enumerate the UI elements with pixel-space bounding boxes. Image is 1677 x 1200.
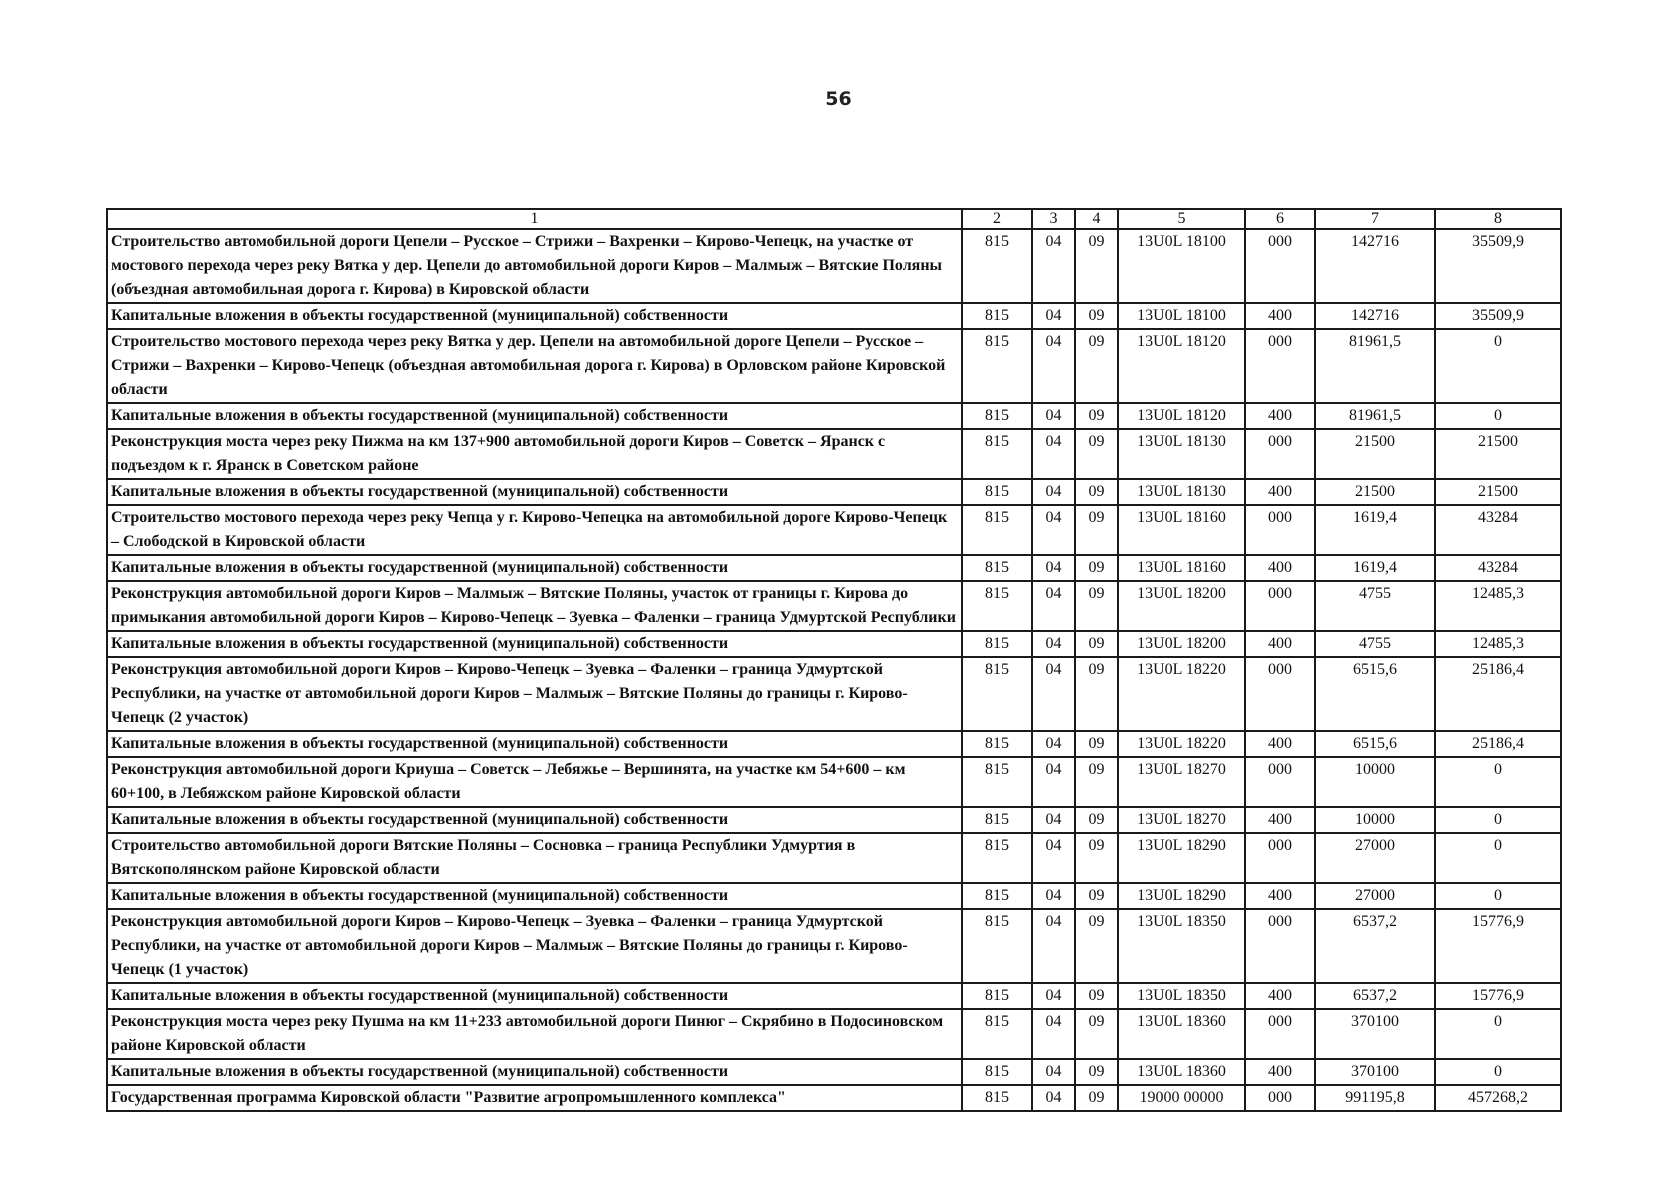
cell-target-article-code: 13U0L 18160 (1118, 505, 1245, 555)
cell-expense-type-code: 000 (1245, 1085, 1315, 1111)
cell-amount-col-8: 0 (1435, 807, 1561, 833)
cell-item-name: Капитальные вложения в объекты государственной (муниципальной) собственности (107, 403, 962, 429)
table-row (107, 1059, 1561, 1085)
cell-amount-col-8: 0 (1435, 833, 1561, 883)
cell-subsection-code: 09 (1075, 505, 1118, 555)
cell-expense-type-code: 400 (1245, 479, 1315, 505)
table-row (107, 229, 1561, 303)
cell-section-code: 04 (1032, 807, 1075, 833)
cell-expense-type-code: 000 (1245, 1009, 1315, 1059)
cell-amount-col-7: 6537,2 (1315, 909, 1435, 983)
cell-subsection-code: 09 (1075, 757, 1118, 807)
cell-item-name: Капитальные вложения в объекты государственной (муниципальной) собственности (107, 631, 962, 657)
cell-section-code: 04 (1032, 657, 1075, 731)
cell-section-code: 04 (1032, 1009, 1075, 1059)
header-cell-1: 1 (107, 209, 962, 229)
cell-amount-col-7: 6515,6 (1315, 657, 1435, 731)
table-body (107, 229, 1561, 1111)
cell-section-code: 04 (1032, 403, 1075, 429)
cell-expense-type-code: 400 (1245, 303, 1315, 329)
table-row (107, 303, 1561, 329)
cell-section-code: 04 (1032, 757, 1075, 807)
cell-item-name: Капитальные вложения в объекты государственной (муниципальной) собственности (107, 555, 962, 581)
table-row (107, 833, 1561, 883)
table-row (107, 909, 1561, 983)
cell-target-article-code: 13U0L 18200 (1118, 631, 1245, 657)
cell-subsection-code: 09 (1075, 1085, 1118, 1111)
cell-subsection-code: 09 (1075, 833, 1118, 883)
cell-target-article-code: 13U0L 18130 (1118, 429, 1245, 479)
cell-ministry-code: 815 (962, 1085, 1032, 1111)
cell-subsection-code: 09 (1075, 731, 1118, 757)
cell-ministry-code: 815 (962, 731, 1032, 757)
cell-amount-col-7: 142716 (1315, 229, 1435, 303)
table-row (107, 657, 1561, 731)
cell-amount-col-8: 25186,4 (1435, 731, 1561, 757)
header-cell-3: 3 (1032, 209, 1075, 229)
cell-target-article-code: 13U0L 18120 (1118, 403, 1245, 429)
cell-subsection-code: 09 (1075, 631, 1118, 657)
cell-expense-type-code: 400 (1245, 807, 1315, 833)
table-row (107, 555, 1561, 581)
cell-amount-col-7: 6515,6 (1315, 731, 1435, 757)
header-cell-5: 5 (1118, 209, 1245, 229)
cell-amount-col-7: 10000 (1315, 807, 1435, 833)
cell-amount-col-7: 1619,4 (1315, 505, 1435, 555)
cell-subsection-code: 09 (1075, 807, 1118, 833)
cell-section-code: 04 (1032, 329, 1075, 403)
cell-ministry-code: 815 (962, 403, 1032, 429)
cell-item-name: Капитальные вложения в объекты государственной (муниципальной) собственности (107, 807, 962, 833)
cell-amount-col-8: 457268,2 (1435, 1085, 1561, 1111)
table-row (107, 1009, 1561, 1059)
table-row (107, 631, 1561, 657)
cell-expense-type-code: 400 (1245, 1059, 1315, 1085)
cell-amount-col-8: 25186,4 (1435, 657, 1561, 731)
cell-target-article-code: 13U0L 18200 (1118, 581, 1245, 631)
cell-expense-type-code: 000 (1245, 757, 1315, 807)
cell-amount-col-8: 15776,9 (1435, 983, 1561, 1009)
cell-expense-type-code: 400 (1245, 983, 1315, 1009)
cell-amount-col-7: 370100 (1315, 1009, 1435, 1059)
cell-amount-col-7: 81961,5 (1315, 329, 1435, 403)
cell-amount-col-8: 21500 (1435, 429, 1561, 479)
cell-item-name: Строительство мостового перехода через реку Вятка у дер. Цепели на автомобильной дороге Цепели – Русское – Стрижи – Вахренки – Кирово-Чепецк (объездная автомобильная дорога г. Кирова) в Орловском районе Кировской области (107, 329, 962, 403)
cell-expense-type-code: 000 (1245, 505, 1315, 555)
table-row (107, 1085, 1561, 1111)
cell-amount-col-8: 0 (1435, 403, 1561, 429)
cell-expense-type-code: 400 (1245, 731, 1315, 757)
cell-ministry-code: 815 (962, 807, 1032, 833)
cell-section-code: 04 (1032, 631, 1075, 657)
cell-amount-col-7: 6537,2 (1315, 983, 1435, 1009)
cell-section-code: 04 (1032, 303, 1075, 329)
cell-target-article-code: 13U0L 18360 (1118, 1059, 1245, 1085)
cell-target-article-code: 13U0L 18350 (1118, 909, 1245, 983)
cell-section-code: 04 (1032, 555, 1075, 581)
cell-ministry-code: 815 (962, 1009, 1032, 1059)
cell-target-article-code: 13U0L 18360 (1118, 1009, 1245, 1059)
cell-item-name: Реконструкция автомобильной дороги Криуша – Советск – Лебяжье – Вершинята, на участке км 54+600 – км 60+100, в Лебяжском районе Кировской области (107, 757, 962, 807)
cell-expense-type-code: 000 (1245, 833, 1315, 883)
cell-item-name: Строительство автомобильной дороги Цепели – Русское – Стрижи – Вахренки – Кирово-Чепецк, на участке от мостового перехода через реку Вятка у дер. Цепели до автомобильной дороги Киров – Малмыж – Вятские Поляны (объездная автомобильная дорога г. Кирова) в Кировской области (107, 229, 962, 303)
cell-amount-col-8: 43284 (1435, 555, 1561, 581)
cell-target-article-code: 13U0L 18270 (1118, 757, 1245, 807)
cell-amount-col-8: 35509,9 (1435, 303, 1561, 329)
cell-amount-col-7: 991195,8 (1315, 1085, 1435, 1111)
cell-ministry-code: 815 (962, 555, 1032, 581)
cell-item-name: Строительство мостового перехода через реку Чепца у г. Кирово-Чепецка на автомобильной дороге Кирово-Чепецк – Слободской в Кировской области (107, 505, 962, 555)
cell-subsection-code: 09 (1075, 479, 1118, 505)
page-number: 56 (825, 88, 852, 110)
cell-ministry-code: 815 (962, 909, 1032, 983)
cell-target-article-code: 13U0L 18350 (1118, 983, 1245, 1009)
header-cell-8: 8 (1435, 209, 1561, 229)
cell-section-code: 04 (1032, 983, 1075, 1009)
cell-section-code: 04 (1032, 479, 1075, 505)
cell-amount-col-7: 1619,4 (1315, 555, 1435, 581)
cell-amount-col-8: 12485,3 (1435, 581, 1561, 631)
cell-expense-type-code: 400 (1245, 883, 1315, 909)
cell-target-article-code: 13U0L 18270 (1118, 807, 1245, 833)
cell-amount-col-8: 43284 (1435, 505, 1561, 555)
cell-ministry-code: 815 (962, 329, 1032, 403)
table-row (107, 505, 1561, 555)
cell-expense-type-code: 000 (1245, 909, 1315, 983)
cell-amount-col-7: 4755 (1315, 581, 1435, 631)
cell-ministry-code: 815 (962, 657, 1032, 731)
cell-target-article-code: 13U0L 18120 (1118, 329, 1245, 403)
cell-subsection-code: 09 (1075, 555, 1118, 581)
cell-subsection-code: 09 (1075, 429, 1118, 479)
cell-subsection-code: 09 (1075, 909, 1118, 983)
table-row (107, 403, 1561, 429)
cell-ministry-code: 815 (962, 883, 1032, 909)
cell-expense-type-code: 400 (1245, 555, 1315, 581)
cell-subsection-code: 09 (1075, 303, 1118, 329)
cell-section-code: 04 (1032, 909, 1075, 983)
cell-amount-col-8: 0 (1435, 883, 1561, 909)
cell-item-name: Реконструкция автомобильной дороги Киров – Кирово-Чепецк – Зуевка – Фаленки – граница Удмуртской Республики, на участке от автомобильной дороги Киров – Малмыж – Вятские Поляны до границы г. Кирово-Чепецк (1 участок) (107, 909, 962, 983)
table-row (107, 479, 1561, 505)
cell-item-name: Капитальные вложения в объекты государственной (муниципальной) собственности (107, 883, 962, 909)
cell-section-code: 04 (1032, 833, 1075, 883)
cell-subsection-code: 09 (1075, 1009, 1118, 1059)
header-cell-4: 4 (1075, 209, 1118, 229)
cell-target-article-code: 13U0L 18100 (1118, 303, 1245, 329)
cell-expense-type-code: 000 (1245, 229, 1315, 303)
cell-item-name: Капитальные вложения в объекты государственной (муниципальной) собственности (107, 983, 962, 1009)
cell-item-name: Капитальные вложения в объекты государственной (муниципальной) собственности (107, 303, 962, 329)
cell-amount-col-7: 142716 (1315, 303, 1435, 329)
cell-amount-col-8: 35509,9 (1435, 229, 1561, 303)
cell-item-name: Государственная программа Кировской области "Развитие агропромышленного комплекса" (107, 1085, 962, 1111)
cell-target-article-code: 19000 00000 (1118, 1085, 1245, 1111)
cell-item-name: Реконструкция моста через реку Пушма на км 11+233 автомобильной дороги Пинюг – Скрябино в Подосиновском районе Кировской области (107, 1009, 962, 1059)
cell-target-article-code: 13U0L 18220 (1118, 731, 1245, 757)
cell-ministry-code: 815 (962, 303, 1032, 329)
table-row (107, 329, 1561, 403)
cell-subsection-code: 09 (1075, 657, 1118, 731)
cell-ministry-code: 815 (962, 505, 1032, 555)
header-cell-7: 7 (1315, 209, 1435, 229)
cell-amount-col-8: 15776,9 (1435, 909, 1561, 983)
cell-item-name: Реконструкция автомобильной дороги Киров – Кирово-Чепецк – Зуевка – Фаленки – граница Удмуртской Республики, на участке от автомобильной дороги Киров – Малмыж – Вятские Поляны до границы г. Кирово-Чепецк (2 участок) (107, 657, 962, 731)
cell-item-name: Капитальные вложения в объекты государственной (муниципальной) собственности (107, 1059, 962, 1085)
cell-section-code: 04 (1032, 229, 1075, 303)
cell-subsection-code: 09 (1075, 883, 1118, 909)
table-row (107, 883, 1561, 909)
table-row (107, 757, 1561, 807)
cell-amount-col-8: 0 (1435, 329, 1561, 403)
cell-target-article-code: 13U0L 18290 (1118, 833, 1245, 883)
cell-ministry-code: 815 (962, 429, 1032, 479)
cell-amount-col-7: 10000 (1315, 757, 1435, 807)
cell-ministry-code: 815 (962, 479, 1032, 505)
cell-amount-col-7: 370100 (1315, 1059, 1435, 1085)
cell-ministry-code: 815 (962, 833, 1032, 883)
cell-amount-col-8: 21500 (1435, 479, 1561, 505)
cell-ministry-code: 815 (962, 631, 1032, 657)
cell-subsection-code: 09 (1075, 983, 1118, 1009)
cell-amount-col-7: 27000 (1315, 883, 1435, 909)
cell-amount-col-7: 21500 (1315, 479, 1435, 505)
cell-ministry-code: 815 (962, 757, 1032, 807)
cell-ministry-code: 815 (962, 229, 1032, 303)
cell-ministry-code: 815 (962, 1059, 1032, 1085)
cell-section-code: 04 (1032, 1085, 1075, 1111)
header-row (107, 209, 1561, 229)
table-header (107, 209, 1561, 229)
cell-amount-col-7: 27000 (1315, 833, 1435, 883)
cell-target-article-code: 13U0L 18130 (1118, 479, 1245, 505)
cell-amount-col-8: 12485,3 (1435, 631, 1561, 657)
cell-expense-type-code: 000 (1245, 657, 1315, 731)
cell-ministry-code: 815 (962, 581, 1032, 631)
cell-section-code: 04 (1032, 731, 1075, 757)
cell-item-name: Капитальные вложения в объекты государственной (муниципальной) собственности (107, 479, 962, 505)
cell-section-code: 04 (1032, 883, 1075, 909)
table-row (107, 983, 1561, 1009)
cell-item-name: Реконструкция моста через реку Пижма на км 137+900 автомобильной дороги Киров – Советск – Яранск с подъездом к г. Яранск в Советском районе (107, 429, 962, 479)
cell-subsection-code: 09 (1075, 403, 1118, 429)
cell-subsection-code: 09 (1075, 229, 1118, 303)
cell-ministry-code: 815 (962, 983, 1032, 1009)
cell-amount-col-8: 0 (1435, 1009, 1561, 1059)
table-row (107, 581, 1561, 631)
cell-section-code: 04 (1032, 505, 1075, 555)
cell-expense-type-code: 400 (1245, 403, 1315, 429)
cell-amount-col-7: 81961,5 (1315, 403, 1435, 429)
header-cell-2: 2 (962, 209, 1032, 229)
cell-target-article-code: 13U0L 18100 (1118, 229, 1245, 303)
cell-target-article-code: 13U0L 18160 (1118, 555, 1245, 581)
cell-amount-col-8: 0 (1435, 1059, 1561, 1085)
cell-subsection-code: 09 (1075, 329, 1118, 403)
cell-item-name: Строительство автомобильной дороги Вятские Поляны – Сосновка – граница Республики Удмуртия в Вятскополянском районе Кировской области (107, 833, 962, 883)
header-cell-6: 6 (1245, 209, 1315, 229)
cell-subsection-code: 09 (1075, 581, 1118, 631)
table-row (107, 731, 1561, 757)
cell-amount-col-8: 0 (1435, 757, 1561, 807)
cell-target-article-code: 13U0L 18290 (1118, 883, 1245, 909)
cell-expense-type-code: 000 (1245, 329, 1315, 403)
cell-section-code: 04 (1032, 581, 1075, 631)
cell-item-name: Капитальные вложения в объекты государственной (муниципальной) собственности (107, 731, 962, 757)
cell-amount-col-7: 21500 (1315, 429, 1435, 479)
cell-expense-type-code: 000 (1245, 581, 1315, 631)
cell-item-name: Реконструкция автомобильной дороги Киров – Малмыж – Вятские Поляны, участок от границы г. Кирова до примыкания автомобильной дороги Киров – Кирово-Чепецк – Зуевка – Фаленки – граница Удмуртской Республики (107, 581, 962, 631)
budget-table (106, 208, 1562, 1112)
cell-expense-type-code: 000 (1245, 429, 1315, 479)
cell-section-code: 04 (1032, 429, 1075, 479)
cell-section-code: 04 (1032, 1059, 1075, 1085)
cell-target-article-code: 13U0L 18220 (1118, 657, 1245, 731)
cell-subsection-code: 09 (1075, 1059, 1118, 1085)
table-row (107, 429, 1561, 479)
table-row (107, 807, 1561, 833)
cell-expense-type-code: 400 (1245, 631, 1315, 657)
cell-amount-col-7: 4755 (1315, 631, 1435, 657)
